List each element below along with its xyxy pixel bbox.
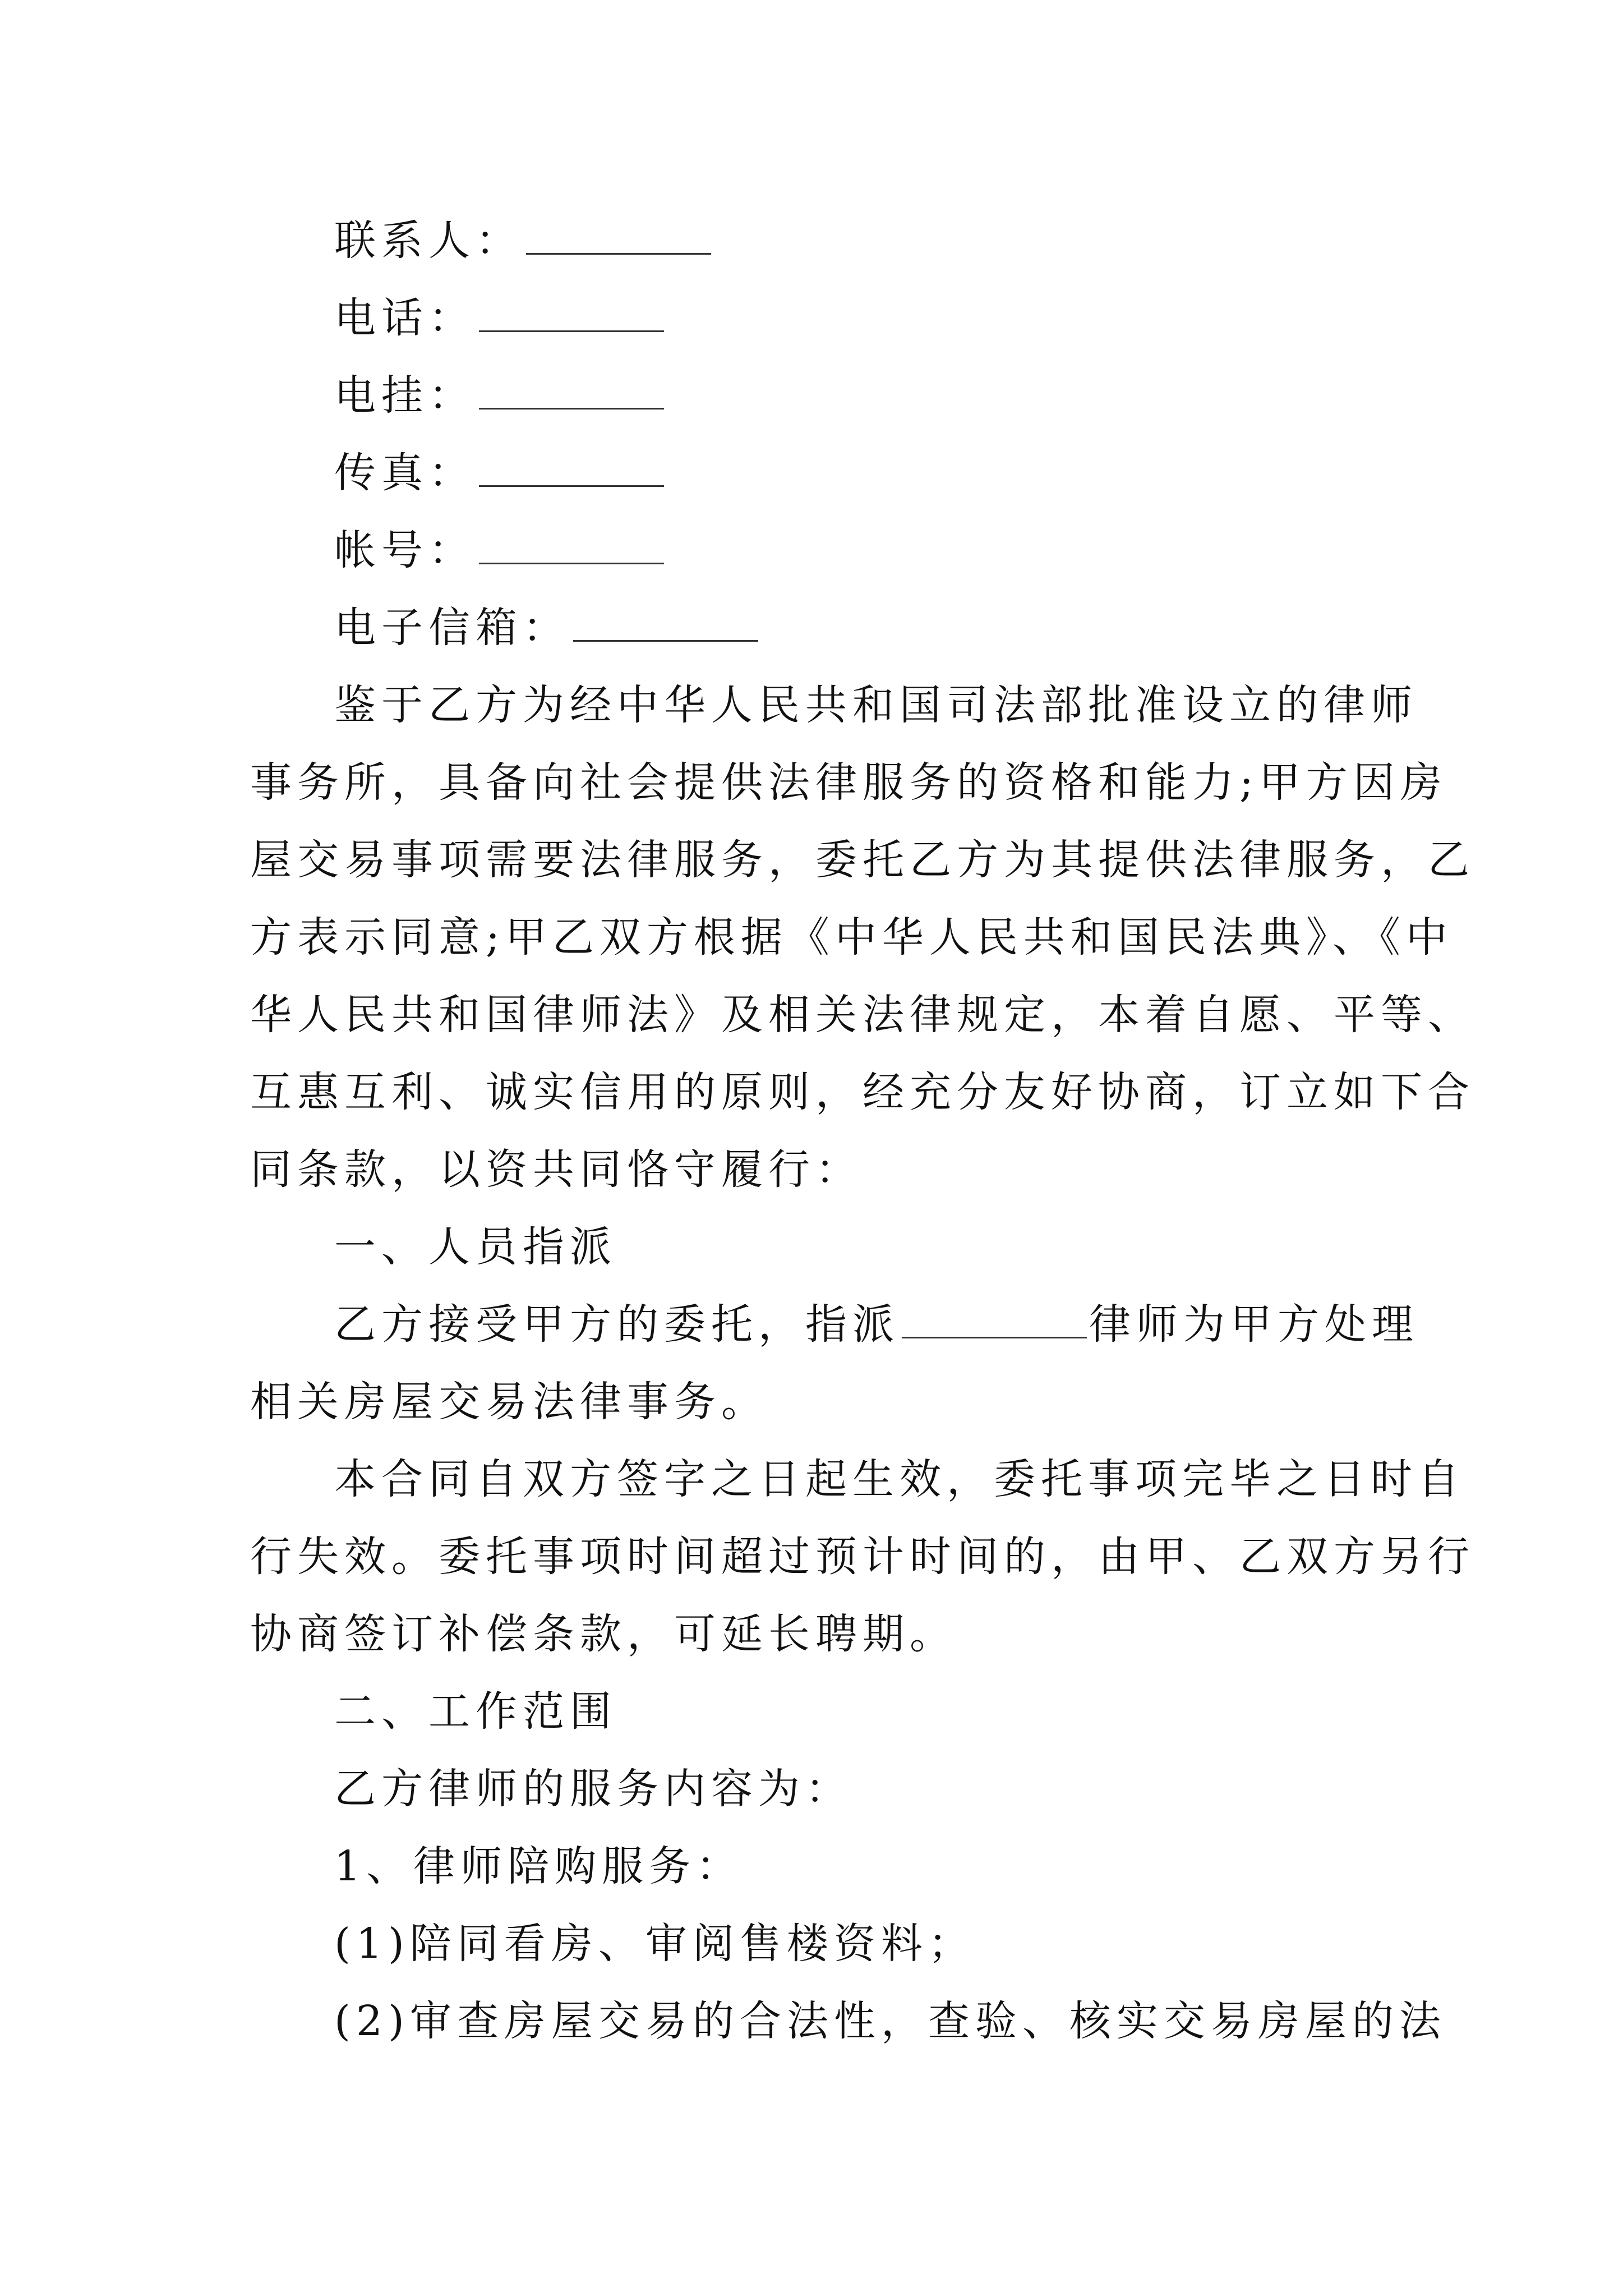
field-label: 电话： (334, 294, 476, 342)
preamble-line: 方表示同意;甲乙双方根据《中华人民共和国民法典》、《中 (250, 913, 1453, 961)
blank-line (902, 1336, 1087, 1338)
list-subitem: (1)陪同看房、审阅售楼资料； (334, 1920, 975, 1968)
blank-line (479, 562, 664, 564)
contact-field-telegraph (250, 357, 1405, 434)
field-label: 联系人： (334, 217, 523, 265)
field-label: 电挂： (334, 371, 476, 420)
paragraph-line: 本合同自双方签字之日起生效，委托事项完毕之日时自 (334, 1455, 1465, 1503)
contact-field-fax (250, 434, 1405, 512)
field-label: 电子信箱： (334, 604, 570, 652)
paragraph-line: 协商签订补偿条款，可延长聘期。 (250, 1610, 957, 1658)
blank-line (526, 252, 711, 255)
preamble-line: 屋交易事项需要法律服务，委托乙方为其提供法律服务，乙 (250, 836, 1475, 884)
contact-field-email (250, 589, 1405, 666)
list-subitem: (2)审查房屋交易的合法性，查验、核实交易房屋的法 (334, 1997, 1446, 2045)
contact-field-phone (250, 279, 1405, 357)
preamble-line: 事务所，具备向社会提供法律服务的资格和能力;甲方因房 (250, 758, 1447, 807)
preamble-line: 华人民共和国律师法》及相关法律规定，本着自愿、平等、 (250, 991, 1475, 1039)
paragraph-line: 行失效。委托事项时间超过预计时间的，由甲、乙双方另行 (250, 1533, 1475, 1581)
field-label: 帐号： (334, 526, 476, 574)
contact-field-contact-person (250, 202, 1405, 279)
section-heading: 一、人员指派 (334, 1223, 617, 1271)
section-heading: 二、工作范围 (334, 1687, 617, 1736)
blank-line (479, 407, 664, 409)
contract-body (250, 202, 1475, 2060)
paragraph-line: 乙方律师的服务内容为： (334, 1765, 852, 1813)
paragraph-line: 相关房屋交易法律事务。 (250, 1378, 768, 1426)
preamble-line: 同条款，以资共同恪守履行： (250, 1145, 863, 1194)
assignment-paragraph-line (250, 1286, 1419, 1363)
blank-line (479, 484, 664, 487)
preamble-line: 互惠互利、诚实信用的原则，经充分友好协商，订立如下合 (250, 1068, 1475, 1116)
blank-line (573, 639, 758, 642)
preamble-line: 鉴于乙方为经中华人民共和国司法部批准设立的律师 (334, 681, 1418, 729)
list-item: 1、律师陪购服务： (334, 1842, 744, 1890)
paragraph-text: 乙方接受甲方的委托，指派 (334, 1300, 900, 1349)
field-label: 传真： (334, 449, 476, 497)
paragraph-text: 律师为甲方处理 (1089, 1300, 1419, 1349)
blank-line (479, 329, 664, 332)
contact-field-account (250, 512, 1405, 589)
